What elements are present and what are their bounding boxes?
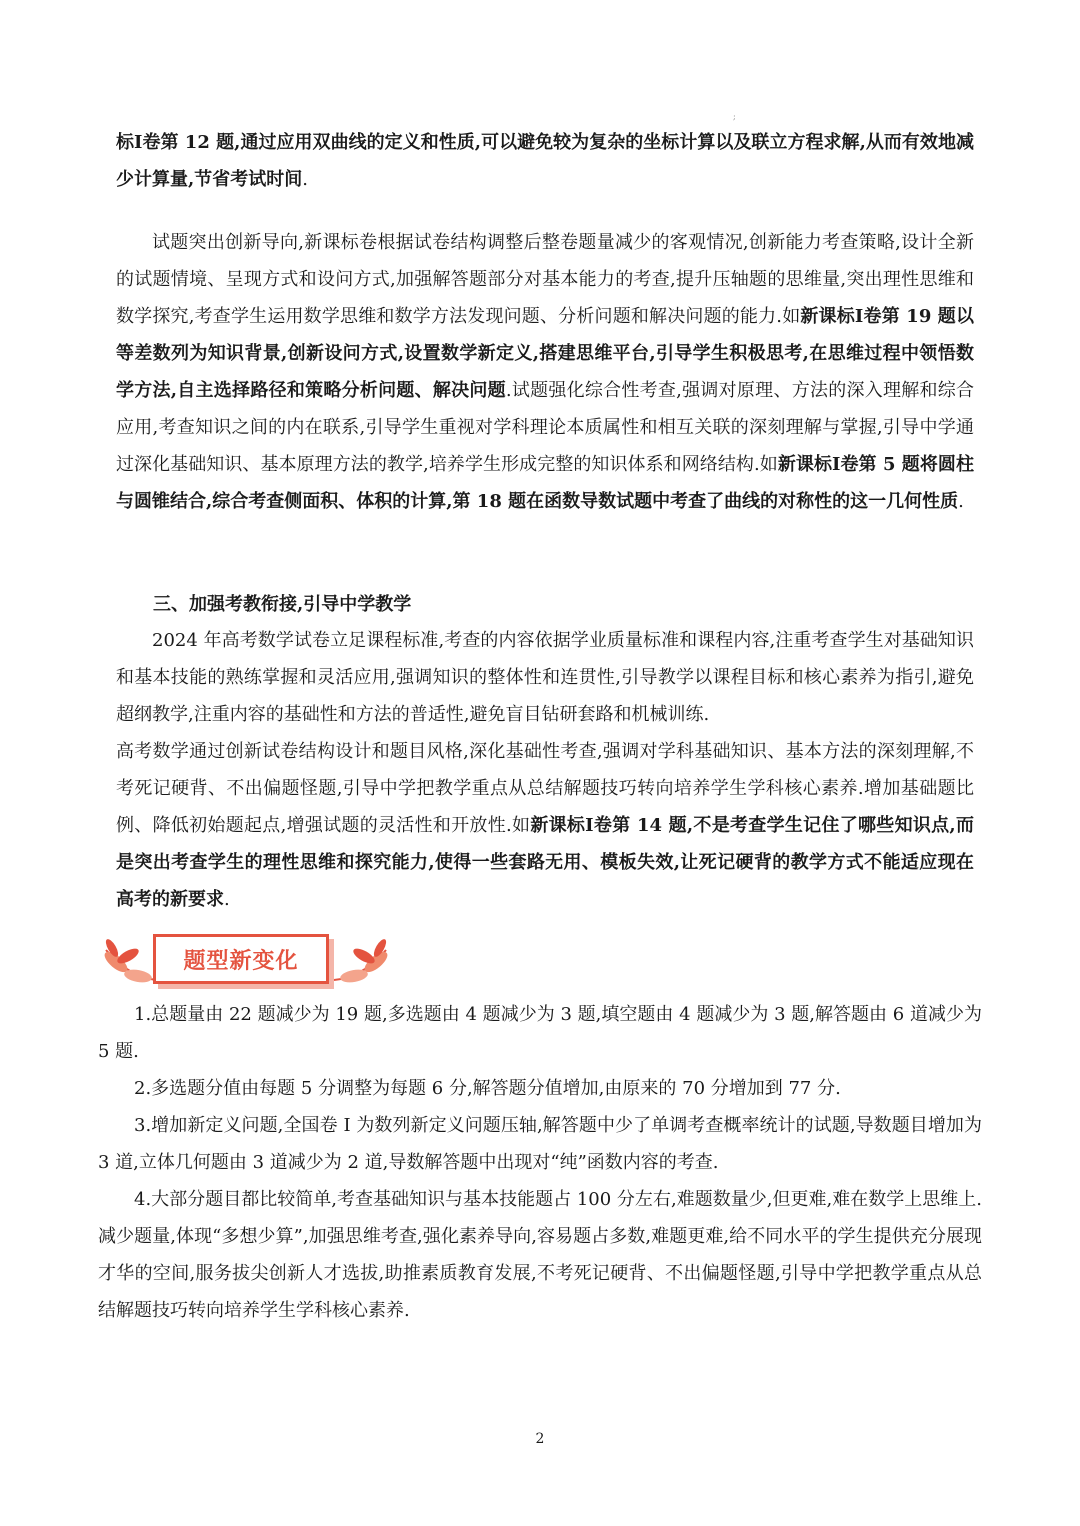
section-heading: 三、加强考教衔接,引导中学教学: [153, 594, 412, 615]
list-item: 2.多选题分值由每题 5 分调整为每题 6 分,解答题分值增加,由原来的 70 分增加到 77 分.: [134, 1078, 841, 1099]
leaf-right-icon: [332, 926, 392, 988]
paragraph-conclusion-intro: [116, 124, 974, 198]
body-text: 高考数学通过创新试卷结构设计和题目风格,深化基础性考查,强调对学科基础知识、基本方法的深刻理解,不考死记硬背、不出偏题怪题,引导中学把教学重点从总结解题技巧转向培养学生学科核心素养.增加基础题比例、降低初始题起点,增强试题的灵活性和开放性.如: [116, 741, 974, 836]
banner-title: 题型新变化: [153, 934, 329, 984]
body-text: .: [958, 491, 964, 512]
body-text: .试题强化综合性考查,强调对原理、方法的深入理解和综合应用,考查知识之间的内在联系,引导学生重视对学科理论本质属性和相互关联的深刻理解与掌握,引导中学通过深化基础知识、基本原理方法的教学,培养学生形成完整的知识体系和网络结构.如: [116, 380, 974, 475]
section-banner: [100, 926, 390, 988]
page-number: 2: [535, 1431, 545, 1447]
list-item: 4.大部分题目都比较简单,考查基础知识与基本技能题占 100 分左右,难题数量少,但更难,难在数学上思维上.减少题量,体现“多想少算”,加强思维考查,强化素养导向,容易题占多数,难题更难,给不同水平的学生提供充分展现才华的空间,服务拔尖创新人才选拔,助推素质教育发展,不考死记硬背、不出偏题怪题,引导中学把教学重点从总结解题技巧转向培养学生学科核心素养.: [98, 1189, 982, 1321]
body-text: .: [224, 889, 230, 910]
bold-text: 新课标Ⅰ卷第 14 题,不是考查学生记住了哪些知识点,而是突出考查学生的理性思维和探究能力,使得一些套路无用、模板失效,让死记硬背的教学方式不能适应现在高考的新要求: [116, 815, 974, 910]
scan-mark: ;: [733, 112, 736, 121]
body-text: .: [302, 169, 308, 190]
list-item: 3.增加新定义问题,全国卷 I 为数列新定义问题压轴,解答题中少了单调考查概率统计的试题,导数题目增加为 3 道,立体几何题由 3 道减少为 2 道,导数解答题中出现对“纯”函数内容的考查.: [98, 1115, 982, 1173]
bold-text: 新课标Ⅰ卷第 19 题以等差数列为知识背景,创新设问方式,设置数学新定义,搭建思维平台,引导学生积极思考,在思维过程中领悟数学方法,自主选择路径和策略分析问题、解决问题: [116, 306, 974, 401]
paragraph-reform: [116, 733, 974, 918]
list-item: 1.总题量由 22 题减少为 19 题,多选题由 4 题减少为 3 题,填空题由 4 题减少为 3 题,解答题由 6 道减少为 5 题.: [98, 1004, 982, 1062]
leaf-left-icon: [100, 926, 160, 988]
paragraph-innovation: [116, 224, 974, 520]
body-text: 试题突出创新导向,新课标卷根据试卷结构调整后整卷题量减少的客观情况,创新能力考查策略,设计全新的试题情境、呈现方式和设问方式,加强解答题部分对基本能力的考查,提升压轴题的思维量,突出理性思维和数学探究,考查学生运用数学思维和数学方法发现问题、分析问题和解决问题的能力.如: [116, 232, 974, 327]
bold-text: 标Ⅰ卷第 12 题,通过应用双曲线的定义和性质,可以避免较为复杂的坐标计算以及联立方程求解,从而有效地减少计算量,节省考试时间: [116, 132, 974, 190]
bold-text: 新课标Ⅰ卷第 5 题将圆柱与圆锥结合,综合考查侧面积、体积的计算,第 18 题在函数导数试题中考查了曲线的对称性的这一几何性质: [116, 454, 974, 512]
paragraph-curriculum: 2024 年高考数学试卷立足课程标准,考查的内容依据学业质量标准和课程内容,注重考查学生对基础知识和基本技能的熟练掌握和灵活应用,强调知识的整体性和连贯性,引导教学以课程目标和核心素养为指引,避免超纲教学,注重内容的基础性和方法的普适性,避免盲目钻研套路和机械训练.: [116, 630, 974, 725]
